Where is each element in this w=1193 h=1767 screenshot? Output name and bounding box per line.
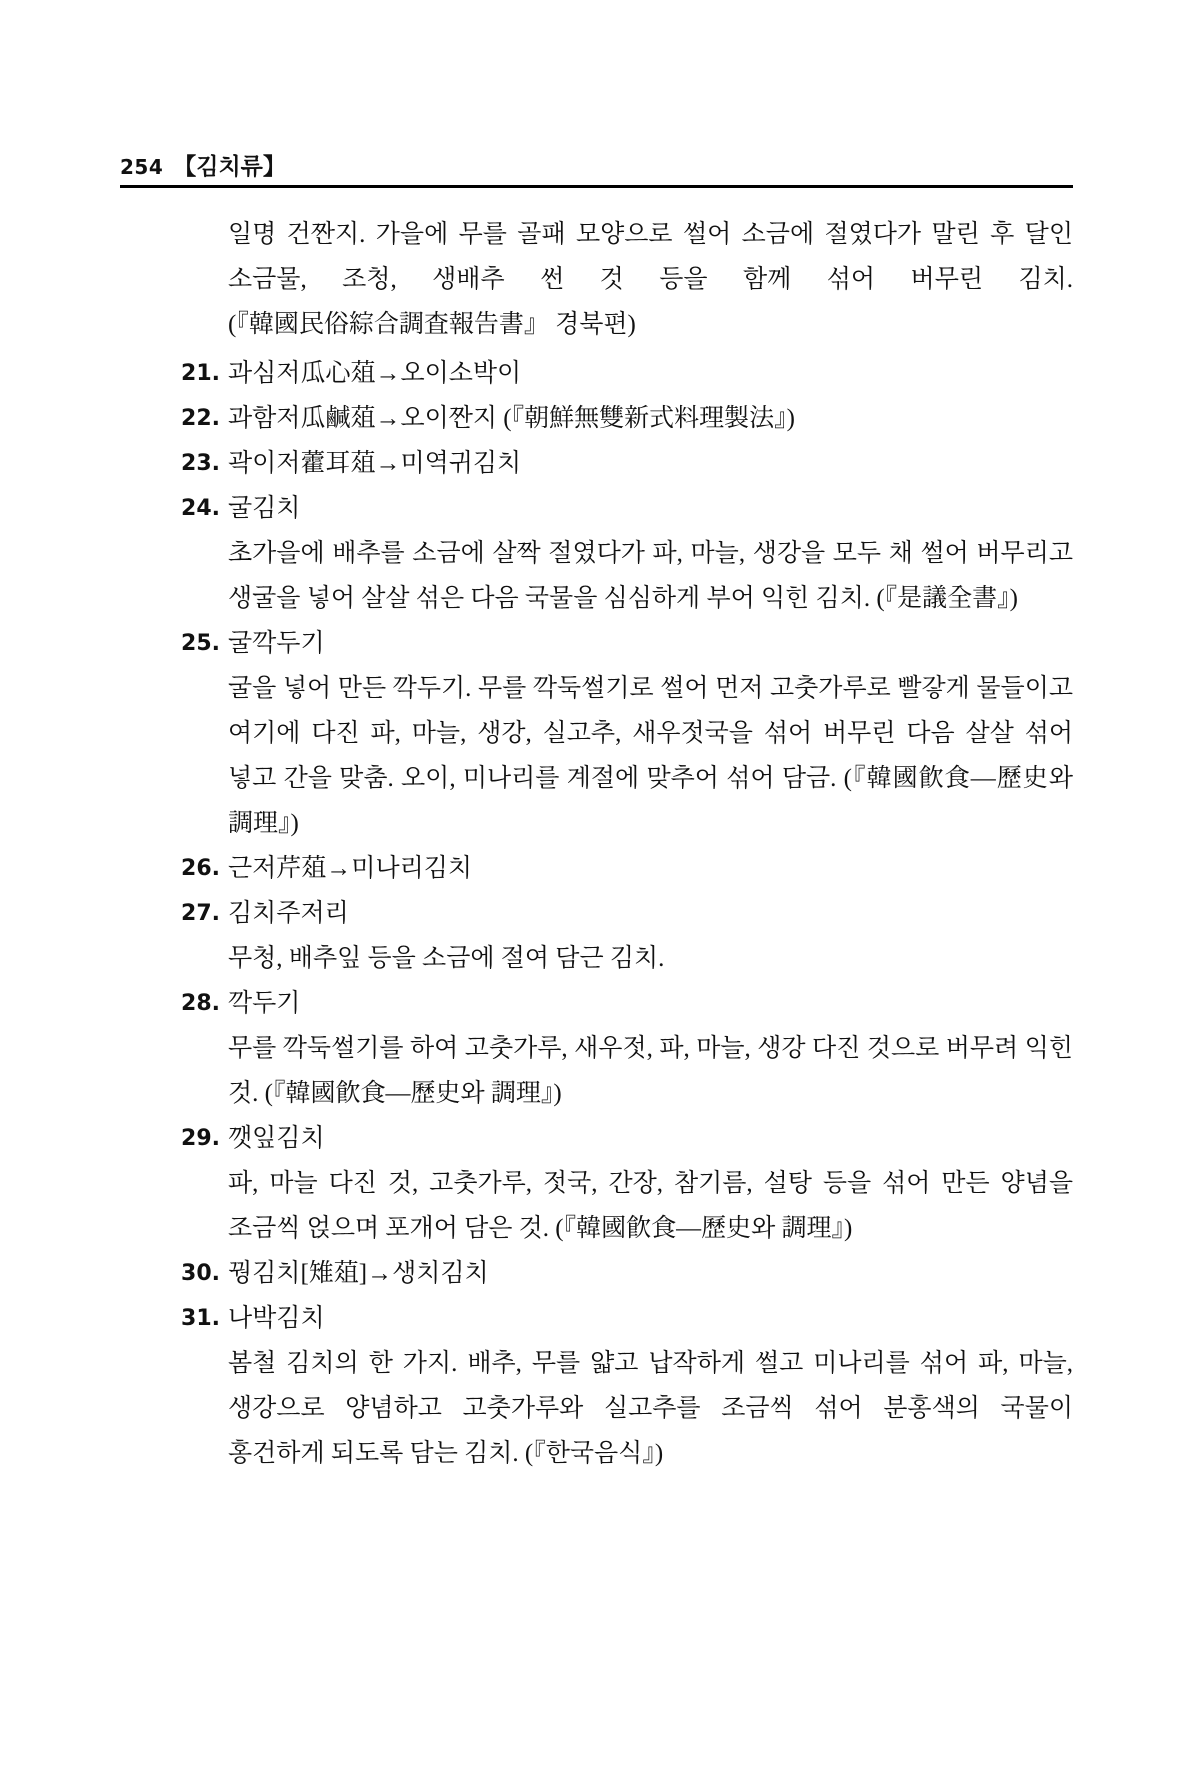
page-number: 254 (120, 155, 164, 179)
entry-number: 27. (181, 901, 220, 926)
entry-number: 28. (181, 991, 220, 1016)
entry-head: 곽이저藿耳葅→미역귀김치 (228, 450, 522, 477)
entry-number: 22. (181, 406, 220, 431)
entry-head: 근저芹葅→미나리김치 (228, 855, 473, 882)
entry-head: 나박김치 (228, 1305, 325, 1332)
list-item (120, 441, 1073, 486)
entry-head: 깍두기 (228, 990, 301, 1017)
list-item (120, 1296, 1073, 1476)
entry-head: 꿩김치[雉葅]→생치김치 (228, 1260, 489, 1287)
intro-paragraph: 일명 건짠지. 가을에 무를 골패 모양으로 썰어 소금에 절였다가 말린 후 달인 소금물, 조청, 생배추 썬 것 등을 함께 섞어 버무린 김치. (『韓國民俗綜合調査報告書』 경북편) (228, 221, 1073, 338)
entry-head: 과함저瓜鹹葅→오이짠지 (『朝鮮無雙新式料理製法』) (228, 405, 795, 432)
list-item (120, 891, 1073, 981)
entry-number: 21. (181, 361, 220, 386)
list-item (120, 846, 1073, 891)
entry-head: 깻잎김치 (228, 1125, 325, 1152)
entry-head: 과심저瓜心葅→오이소박이 (228, 360, 522, 387)
page-header (120, 148, 1073, 181)
list-item (120, 981, 1073, 1116)
entry-body: 초가을에 배추를 소금에 살짝 절였다가 파, 마늘, 생강을 모두 채 썰어 버무리고 생굴을 넣어 살살 섞은 다음 국물을 심심하게 부어 익힌 김치. (『是議全書』) (228, 540, 1073, 612)
header-rule (120, 185, 1073, 188)
entry-head: 굴깍두기 (228, 630, 325, 657)
entry-body: 무청, 배추잎 등을 소금에 절여 담근 김치. (228, 945, 665, 972)
entry-number: 30. (181, 1261, 220, 1286)
entry-number: 31. (181, 1306, 220, 1331)
entry-number: 26. (181, 856, 220, 881)
entry-body: 봄철 김치의 한 가지. 배추, 무를 얇고 납작하게 썰고 미나리를 섞어 파, 마늘, 생강으로 양념하고 고춧가루와 실고추를 조금씩 섞어 분홍색의 국물이 홍건하게 되도록 담는 김치. (『한국음식』) (228, 1350, 1073, 1467)
entry-number: 24. (181, 496, 220, 521)
list-item (120, 1116, 1073, 1251)
entry-number: 23. (181, 451, 220, 476)
page-content (120, 212, 1073, 1476)
list-item (120, 621, 1073, 846)
header-title: 【김치류】 (173, 154, 286, 180)
list-item (120, 1251, 1073, 1296)
entry-body: 굴을 넣어 만든 깍두기. 무를 깍둑썰기로 썰어 먼저 고춧가루로 빨갛게 물들이고 여기에 다진 파, 마늘, 생강, 실고추, 새우젓국을 섞어 버무린 다음 살살 섞어 넣고 간을 맞춤. 오이, 미나리를 계절에 맞추어 섞어 담금. (『韓國飮食—歷史와 調理』) (228, 675, 1073, 837)
entry-number: 29. (181, 1126, 220, 1151)
entry-body: 파, 마늘 다진 것, 고춧가루, 젓국, 간장, 참기름, 설탕 등을 섞어 만든 양념을 조금씩 얹으며 포개어 담은 것. (『韓國飮食—歷史와 調理』) (228, 1170, 1073, 1242)
entry-body: 무를 깍둑썰기를 하여 고춧가루, 새우젓, 파, 마늘, 생강 다진 것으로 버무려 익힌 것. (『韓國飮食—歷史와 調理』) (228, 1035, 1073, 1107)
list-item (120, 486, 1073, 621)
entry-head: 김치주저리 (228, 900, 349, 927)
entry-head: 굴김치 (228, 495, 301, 522)
list-item (120, 396, 1073, 441)
list-item (120, 351, 1073, 396)
entry-number: 25. (181, 631, 220, 656)
